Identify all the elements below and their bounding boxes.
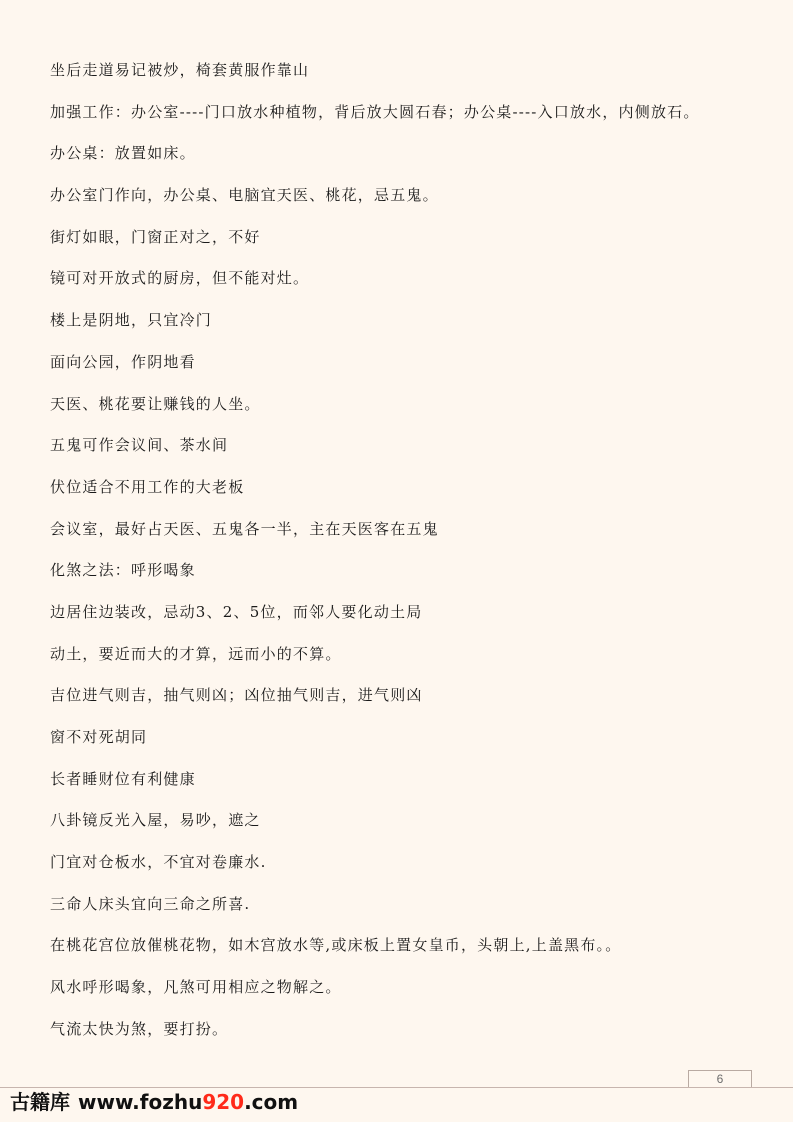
url-www: www. <box>78 1090 140 1114</box>
brand-name: 古籍库 <box>10 1090 70 1114</box>
document-line: 面向公园，作阴地看 <box>50 352 196 371</box>
document-line: 八卦镜反光入屋，易吵，遮之 <box>50 811 261 830</box>
document-line: 吉位进气则吉，抽气则凶；凶位抽气则吉，进气则凶 <box>50 686 423 705</box>
document-line: 街灯如眼，门窗正对之，不好 <box>50 227 261 246</box>
document-line: 五鬼可作会议间、茶水间 <box>50 436 229 455</box>
document-line: 三命人床头宜向三命之所喜. <box>50 894 251 913</box>
document-line: 办公室门作向，办公桌、电脑宜天医、桃花，忌五鬼。 <box>50 186 439 205</box>
url-number: 920 <box>202 1090 245 1114</box>
document-line: 办公桌：放置如床。 <box>50 144 196 163</box>
url-site: fozhu <box>139 1090 203 1114</box>
document-line: 在桃花宫位放催桃花物，如木宫放水等,或床板上置女皇币，头朝上,上盖黑布。。 <box>50 936 622 955</box>
page-number: 6 <box>688 1070 752 1088</box>
document-line: 化煞之法：呼形喝象 <box>50 561 196 580</box>
document-line: 边居住边装改，忌动3、2、5位，而邻人要化动土局 <box>50 602 423 621</box>
url-tld: .com <box>244 1090 299 1114</box>
document-line: 加强工作：办公室----门口放水种植物，背后放大圆石春；办公桌----入口放水，内侧放石。 <box>50 102 700 121</box>
document-line: 镜可对开放式的厨房，但不能对灶。 <box>50 269 310 288</box>
site-watermark <box>10 1088 298 1116</box>
document-line: 天医、桃花要让赚钱的人坐。 <box>50 394 261 413</box>
document-line: 会议室，最好占天医、五鬼各一半，主在天医客在五鬼 <box>50 519 439 538</box>
document-line: 楼上是阴地，只宜冷门 <box>50 311 213 330</box>
document-line: 长者睡财位有利健康 <box>50 769 196 788</box>
document-line: 动土，要近而大的才算，远而小的不算。 <box>50 644 342 663</box>
document-line: 伏位适合不用工作的大老板 <box>50 477 245 496</box>
document-line: 风水呼形喝象，凡煞可用相应之物解之。 <box>50 978 342 997</box>
document-line: 窗不对死胡同 <box>50 728 148 746</box>
document-body <box>50 56 750 1057</box>
document-line: 坐后走道易记被炒，椅套黄服作靠山 <box>50 61 310 79</box>
document-line: 气流太快为煞，要打扮。 <box>50 1019 229 1038</box>
document-line: 门宜对仓板水，不宜对卷廉水. <box>50 853 267 872</box>
